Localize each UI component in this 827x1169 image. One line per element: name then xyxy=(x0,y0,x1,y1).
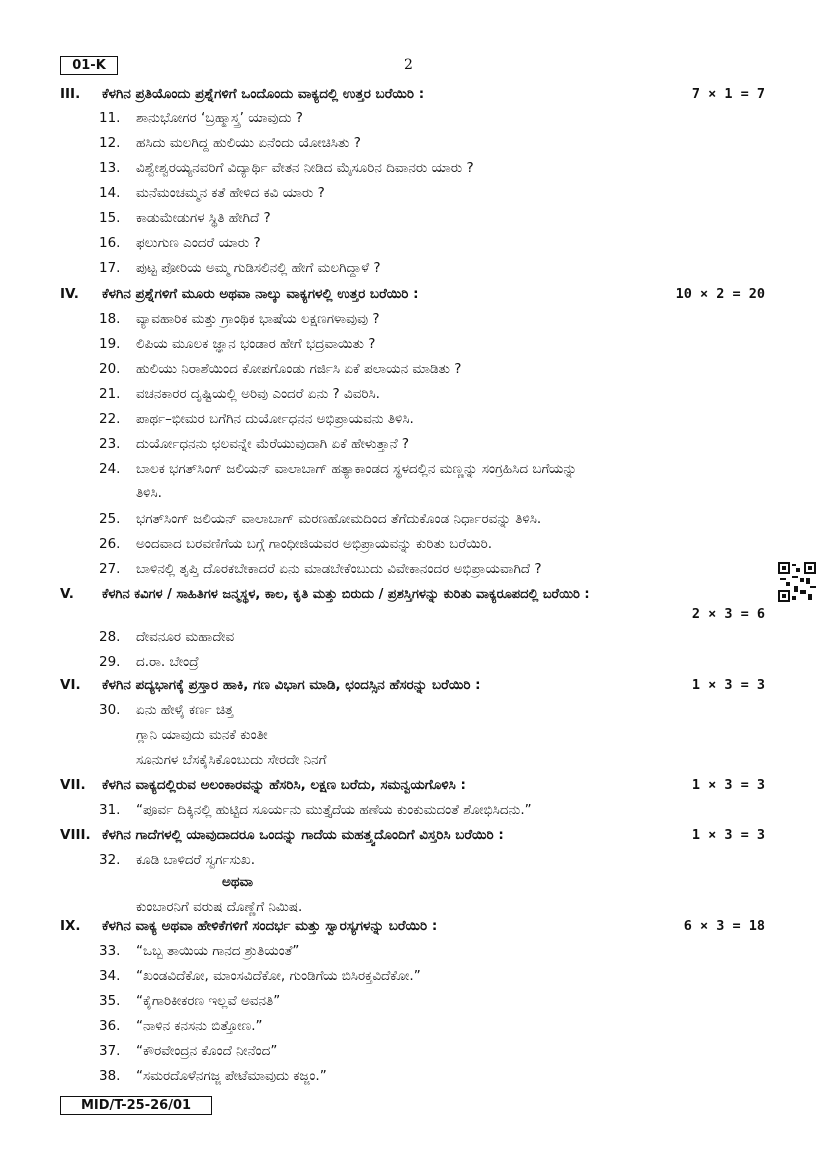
question-33: 33. “ಒಬ್ಬ ತಾಯಿಯ ಗಾನದ ಶ್ರುತಿಯಂತೆ” xyxy=(99,943,300,959)
section-marks: 1 × 3 = 3 xyxy=(691,677,765,693)
section-marks: 7 × 1 = 7 xyxy=(691,86,765,102)
section-roman: IV. xyxy=(60,286,79,302)
question-37: 37. “ಕೌರವೇಂದ್ರನ ಕೊಂದೆ ನೀನೆಂದ” xyxy=(99,1043,278,1059)
section-marks: 6 × 3 = 18 xyxy=(683,918,765,934)
section-instruction: ಕೆಳಗಿನ ಪ್ರಶ್ನೆಗಳಿಗೆ ಮೂರು ಅಥವಾ ನಾಲ್ಕು ವಾಕ್ಯಗಳಲ್ಲಿ ಉತ್ತರ ಬರೆಯಿರಿ : xyxy=(102,286,419,302)
question-14: 14. ಮನೆಮಂಚಮ್ಮನ ಕತೆ ಹೇಳಿದ ಕವಿ ಯಾರು ? xyxy=(99,185,325,201)
section-instruction: ಕೆಳಗಿನ ವಾಕ್ಯ ಅಥವಾ ಹೇಳಿಕೆಗಳಿಗೆ ಸಂದರ್ಭ ಮತ್ತು ಸ್ವಾರಸ್ಯಗಳನ್ನು ಬರೆಯಿರಿ : xyxy=(102,918,438,934)
section-vii-header xyxy=(60,775,765,795)
poem-line-3: ಸೂನುಗಳ ಬೆಸಕೈಸಿಕೊಂಬುದು ಸೇರದೇ ನಿನಗೆ xyxy=(136,752,327,768)
question-13: 13. ವಿಶ್ವೇಶ್ವರಯ್ಯನವರಿಗೆ ವಿದ್ಯಾರ್ಥಿ ವೇತನ ನೀಡಿದ ಮೈಸೂರಿನ ದಿವಾನರು ಯಾರು ? xyxy=(99,160,474,176)
question-15: 15. ಕಾಡುಮೇಡುಗಳ ಸ್ಥಿತಿ ಹೇಗಿದೆ ? xyxy=(99,210,271,226)
section-roman: VIII. xyxy=(60,827,91,843)
section-roman: IX. xyxy=(60,918,81,934)
section-roman: V. xyxy=(60,586,74,602)
question-12: 12. ಹಸಿದು ಮಲಗಿದ್ದ ಹುಲಿಯು ಏನೆಂದು ಯೋಚಿಸಿತು ? xyxy=(99,135,361,151)
section-marks: 2 × 3 = 6 xyxy=(691,606,765,622)
question-19: 19. ಲಿಪಿಯ ಮೂಲಕ ಜ್ಞಾನ ಭಂಡಾರ ಹೇಗೆ ಭದ್ರವಾಯಿತು ? xyxy=(99,336,376,352)
section-viii-header xyxy=(60,825,765,845)
question-34: 34. “ಖಂಡವಿದೆಕೋ, ಮಾಂಸವಿದೆಕೋ, ಗುಂಡಿಗೆಯ ಬಿಸಿರಕ್ತವಿದೆಕೋ.” xyxy=(99,968,421,984)
page-number: 2 xyxy=(404,57,413,73)
question-22: 22. ಪಾರ್ಥ–ಭೀಮರ ಬಗೆಗಿನ ದುರ್ಯೋಧನನ ಅಭಿಪ್ರಾಯವನು ತಿಳಿಸಿ. xyxy=(99,411,414,427)
question-32: 32. ಕೂಡಿ ಬಾಳಿದರೆ ಸ್ವರ್ಗಸುಖ. xyxy=(99,852,255,868)
section-marks: 1 × 3 = 3 xyxy=(691,777,765,793)
section-instruction: ಕೆಳಗಿನ ಪ್ರತಿಯೊಂದು ಪ್ರಶ್ನೆಗಳಿಗೆ ಒಂದೊಂದು ವಾಕ್ಯದಲ್ಲಿ ಉತ್ತರ ಬರೆಯಿರಿ : xyxy=(102,86,425,102)
question-35: 35. “ಕೈಗಾರಿಕೀಕರಣ ಇಲ್ಲವೆ ಅವನತಿ” xyxy=(99,993,281,1009)
poem-line-2: ಗ್ಲಾನಿ ಯಾವುದು ಮನಕೆ ಕುಂತೀ xyxy=(136,727,268,743)
section-roman: VII. xyxy=(60,777,86,793)
question-26: 26. ಅಂದವಾದ ಬರವಣಿಗೆಯ ಬಗ್ಗೆ ಗಾಂಧೀಜಿಯವರ ಅಭಿಪ್ರಾಯವನ್ನು ಕುರಿತು ಬರೆಯಿರಿ. xyxy=(99,536,493,552)
section-instruction: ಕೆಳಗಿನ ಪದ್ಯಭಾಗಕ್ಕೆ ಪ್ರಸ್ತಾರ ಹಾಕಿ, ಗಣ ವಿಭಾಗ ಮಾಡಿ, ಛಂದಸ್ಸಿನ ಹೆಸರನ್ನು ಬರೆಯಿರಿ : xyxy=(102,677,481,693)
question-20: 20. ಹುಲಿಯು ನಿರಾಶೆಯಿಂದ ಕೋಪಗೊಂಡು ಗರ್ಜಿಸಿ ಏಕೆ ಪಲಾಯನ ಮಾಡಿತು ? xyxy=(99,361,462,377)
section-roman: III. xyxy=(60,86,81,102)
section-iv-header xyxy=(60,284,765,304)
section-marks: 10 × 2 = 20 xyxy=(675,286,765,302)
qr-code xyxy=(778,562,816,602)
question-21: 21. ವಚನಕಾರರ ದೃಷ್ಟಿಯಲ್ಲಿ ಅರಿವು ಎಂದರೆ ಏನು ? ವಿವರಿಸಿ. xyxy=(99,386,380,402)
question-24-continuation: ತಿಳಿಸಿ. xyxy=(136,485,162,501)
section-marks: 1 × 3 = 3 xyxy=(691,827,765,843)
section-ix-header xyxy=(60,916,765,936)
question-27: 27. ಬಾಳಿನಲ್ಲಿ ತೃಪ್ತಿ ದೊರಕಬೇಕಾದರೆ ಏನು ಮಾಡಬೇಕೆಂಬುದು ವಿವೇಕಾನಂದರ ಅಭಿಪ್ರಾಯವಾಗಿದೆ ? xyxy=(99,561,542,577)
footer-code: MID/T-25-26/01 xyxy=(60,1096,212,1115)
question-17: 17. ಪುಟ್ಟ ಪೋರಿಯ ಅಮ್ಮ ಗುಡಿಸಲಿನಲ್ಲಿ ಹೇಗೆ ಮಲಗಿದ್ದಾಳೆ ? xyxy=(99,260,381,276)
question-31: 31. “ಪೂರ್ವ ದಿಕ್ಕಿನಲ್ಲಿ ಹುಟ್ಟಿದ ಸೂರ್ಯನು ಮುತ್ತೈದೆಯ ಹಣೆಯ ಕುಂಕುಮದಂತೆ ಶೋಭಿಸಿದನು.” xyxy=(99,802,532,818)
section-instruction: ಕೆಳಗಿನ ಕವಿಗಳ / ಸಾಹಿತಿಗಳ ಜನ್ಮಸ್ಥಳ, ಕಾಲ, ಕೃತಿ ಮತ್ತು ಬಿರುದು / ಪ್ರಶಸ್ತಿಗಳನ್ನು ಕುರಿತು ವಾಕ್ಯರೂಪದಲ್ಲಿ ಬರೆಯಿರಿ : xyxy=(102,587,590,602)
question-25: 25. ಭಗತ್‌ಸಿಂಗ್ ಜಲಿಯನ್ ವಾಲಾಬಾಗ್ ಮರಣಹೋಮದಿಂದ ತೆಗೆದುಕೊಂಡ ನಿರ್ಧಾರವನ್ನು ತಿಳಿಸಿ. xyxy=(99,511,542,527)
paper-code: 01-K xyxy=(60,56,118,75)
question-38: 38. “ಸಮರದೊಳೆನಗಜ್ಜ ಪೇಟೆಮಾವುದು ಕಜ್ಜಂ.” xyxy=(99,1068,327,1084)
question-36: 36. “ನಾಳಿನ ಕನಸನು ಬಿತ್ತೋಣ.” xyxy=(99,1018,263,1034)
section-v-header xyxy=(60,584,765,622)
question-16: 16. ಫಲುಗುಣ ಎಂದರೆ ಯಾರು ? xyxy=(99,235,261,251)
or-separator: ಅಥವಾ xyxy=(222,874,254,890)
section-iii-header xyxy=(60,84,765,104)
section-instruction: ಕೆಳಗಿನ ವಾಕ್ಯದಲ್ಲಿರುವ ಅಲಂಕಾರವನ್ನು ಹೆಸರಿಸಿ, ಲಕ್ಷಣ ಬರೆದು, ಸಮನ್ವಯಗೊಳಿಸಿ : xyxy=(102,777,466,793)
section-instruction: ಕೆಳಗಿನ ಗಾದೆಗಳಲ್ಲಿ ಯಾವುದಾದರೂ ಒಂದನ್ನು ಗಾದೆಯ ಮಹತ್ತ್ವದೊಂದಿಗೆ ವಿಸ್ತರಿಸಿ ಬರೆಯಿರಿ : xyxy=(102,827,504,843)
question-23: 23. ದುರ್ಯೋಧನನು ಛಲವನ್ನೇ ಮೆರೆಯುವುದಾಗಿ ಏಕೆ ಹೇಳುತ್ತಾನೆ ? xyxy=(99,436,410,452)
section-roman: VI. xyxy=(60,677,81,693)
question-29: 29. ದ.ರಾ. ಬೇಂದ್ರೆ xyxy=(99,654,199,670)
section-vi-header xyxy=(60,675,765,695)
question-32-alternative: ಕುಂಬಾರನಿಗೆ ವರುಷ ದೊಣ್ಣೆಗೆ ನಿಮಿಷ. xyxy=(136,899,303,915)
question-11: 11. ಶಾನುಭೋಗರ ‘ಬ್ರಹ್ಮಾಸ್ತ್ರ’ ಯಾವುದು ? xyxy=(99,110,303,126)
question-24: 24. ಬಾಲಕ ಭಗತ್‌ಸಿಂಗ್ ಜಲಿಯನ್ ವಾಲಾಬಾಗ್ ಹತ್ಯಾಕಾಂಡದ ಸ್ಥಳದಲ್ಲಿನ ಮಣ್ಣನ್ನು ಸಂಗ್ರಹಿಸಿದ ಬಗೆಯನ್ನು xyxy=(99,461,577,477)
question-18: 18. ವ್ಯಾವಹಾರಿಕ ಮತ್ತು ಗ್ರಾಂಥಿಕ ಭಾಷೆಯ ಲಕ್ಷಣಗಳಾವುವು ? xyxy=(99,311,380,327)
question-30: 30. ಏನು ಹೇಳೈ ಕರ್ಣ ಚಿತ್ತ xyxy=(99,702,234,718)
question-28: 28. ದೇವನೂರ ಮಹಾದೇವ xyxy=(99,629,235,645)
